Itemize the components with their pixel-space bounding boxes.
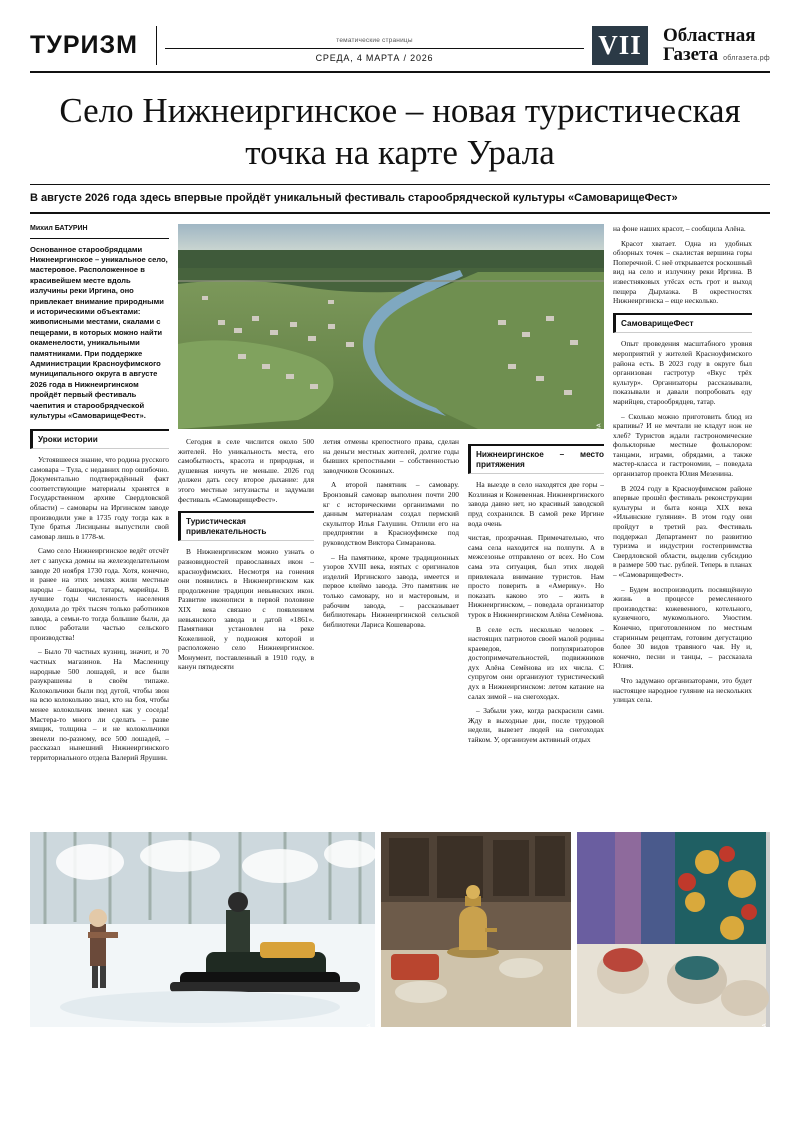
winter-scene-image xyxy=(30,832,375,1027)
page-title: Село Нижнеиргинское – новая туристическая точка на карте Урала xyxy=(59,91,741,172)
subhead-place: Нижнеиргинское – место притяжения xyxy=(468,444,604,474)
article-columns xyxy=(30,224,770,822)
paragraph: Сегодня в селе числится около 500 жителей. Но уникальность места, его самобытность, красота и природная, и душевная ничуть не меньше. 2026 год должен дать сесу второе дыхание: для этого местные энтузиасты и задумали фестиваль «СамоварищеФест». xyxy=(178,437,314,504)
subhead-history: Уроки истории xyxy=(30,429,169,450)
paragraph: А второй памятник – самовару. Бронзовый самовар выполнен почти 200 кг с историческими организмами по данным материалам создал пермский скульптор Илья Галушин. Отлили его на предприятии в Красноуфимске под руководством Виктора Симаранова. xyxy=(323,480,459,547)
photo-credit: АРИНА ВАЛИУЛЛОВА xyxy=(596,423,602,489)
column-1 xyxy=(30,224,169,822)
snowmobile-photo xyxy=(30,832,375,1081)
paragraph: Красот хватает. Одна из удобных обзорных точек – скалистая вершина горы Поперечной. С неё открывается роскошный вид на село и излучину реки Иргина. В известняковых утёсах есть грот и выход пещера Дырлазка. В окрестностях Нижнеиргинска – еще несколько. xyxy=(613,238,752,306)
column-5 xyxy=(613,224,752,822)
paragraph: чистая, прозрачная. Примечательно, что сама села находится на полпути. А в межсезонье отправлено от всех. Но Сом сама эта ситуация, был этих людей привлекала внимание туристов. Нам просто поверить в «Америку». Но показать каково это – жить в Нижнеиргинском, – поведала организатор турок в Нижнеиргинском Алёна Семёнова. xyxy=(468,533,604,619)
masthead-center xyxy=(156,26,592,65)
center-block xyxy=(178,224,604,822)
samovar-table-photo xyxy=(381,832,571,1027)
subhead-fest: СамоварищеФест xyxy=(613,313,752,334)
lead-paragraph: Основанное старообрядцами Нижнеиргинское – уникальное село, мастеровое. Расположенное в красивейшем месте вдоль излучины реки Иргина, оно привлекает внимание природными и историческими объектами: живописными местами, скалами с пещерами, в которых можно найти окаменелости, уникальными памятниками. При поддержке Администрации Красноуфимского муниципального округа в августе 2026 года в Нижнеиргинском пройдёт первый фестиваль чаепития и старообрядческой культуры «СамоварищеФест». xyxy=(30,244,168,421)
paragraph: Само село Нижнеиргинское ведёт отсчёт лет с запуска домны на железоделательном заводе 20 ноября 1730 года. Хотя, конечно, и ранее на этих землях жили местные народы – башкиры, татары, марийцы. В лучшие годы численность населения доходила до трёх тысяч только работников завода, а семьи-то тогда большие были, да плюс работали частью сельского производства! xyxy=(30,546,169,642)
photo-strip xyxy=(30,832,770,1087)
paragraph: летия отмены крепостного права, сделан на деньги местных жителей, долгие годы бывших крепостными – собственностью заводчиков Осокиных. xyxy=(323,437,459,475)
subhead-attraction: Туристическая привлекательность xyxy=(178,511,314,541)
issue-date: СРЕДА, 4 МАРТА / 2026 xyxy=(165,48,584,63)
masthead-kicker: тематические страницы xyxy=(336,37,413,44)
folk-costumes-image xyxy=(577,832,766,1027)
village-aerial-photo xyxy=(178,224,604,429)
paragraph: Устоявшееся знание, что родина русского самовара – Тула, с недавних пор ошибочно. Документально подтверждённый факт соответствующие материалы хранятся в Государственном архиве Свердловской области) – самовары на Иргинском заводе производили уже в 1735 году тогда как в Туле братья Лисицыны выпустили свой самовар лишь в 1778-м. xyxy=(30,455,169,541)
paragraph: Что задумано организаторами, это будет настоящее народное гуляние на нескольких улицах села. xyxy=(613,675,752,705)
column-3 xyxy=(323,437,459,822)
masthead xyxy=(30,26,770,73)
paragraph: В Нижнеиргинском можно узнать о разновидностей православных икон – красноуфимских. Несмотря на гонения они появились в Нижнеиргинском как продолжение традиции невьянских икон. Развитие иконописи в первой половине XIX века связано с появлением невьянского завода и датой «1861». Памятники установлен на реке Кожелиной, у подножия которой и расположено село Нижнеиргинское. Монумент, поставленный в 1910 году, в канун пятидесяти xyxy=(178,547,314,672)
section-title: ТУРИЗМ xyxy=(30,31,138,59)
brand-logo xyxy=(648,26,770,65)
paragraph: В 2024 году в Красноуфимском районе впервые прошёл фестиваль реконструкции культуры и быта конца XIX века «Ильинские гуляния». В этом году они пройдут в третий раз. Фестиваль поддержал Департамент по развитию туризма и индустрии гостеприимства Свердловской области, выделив субсидию в размере 500 тыс. рублей. Теперь в планах – «СамоварищеФест». xyxy=(613,483,752,579)
costumes-photo xyxy=(577,832,770,1087)
paragraph: – Будем воспроизводить посвящённую жизнь в процессе ремесленного производства: кожевенного, котельного, кузнечного, мукомольного. Уностим. Конечно, приготовленном по местным старинным рецептам, готовим дегустацию более 30 видов травяного чая. Ну и, конечно, песни и танцы, – рассказала Юлия. xyxy=(613,584,752,671)
paragraph: В селе есть несколько человек – настоящих патриотов своей малой родины краеведов, популяризаторов достопримечательностей, подвижников дух Алёна Семёнова из их числа. С супругом они организуют туристический дух в Нижнеиргинском: летом катание на салах зимой – на снегоходах. xyxy=(468,624,604,701)
paragraph: – Сколько можно приготовить блюд из крапивы? И не мечтали не кладут нож не хлеб? Туристов ждали гастрономические фольклорные местные фольклором: танцами, играми, обрядами, а также мастер-класса и гастрономии, – поведала организатор проекта Юлия Мезенина. xyxy=(613,411,752,479)
deck: В августе 2026 года здесь впервые пройдёт уникальный фестиваль старообрядческой культуры «СамоварищеФест» xyxy=(30,184,770,214)
brand-line-2: Газета xyxy=(663,44,719,65)
photo-credit: ЛАРИКА КОЗЫВРОВА xyxy=(762,1023,768,1087)
paragraph: – На памятнике, кроме традиционных узоров XVIII века, взятых с оригиналов изделий Иргинского завода, имеется и первое клеймо завода. Это памятник не только самовару, но и мастеровым, и рабочим завода, – рассказывает библиотекарь Нижнеиргинской сельской библиотеки Лариса Кошеварова. xyxy=(323,552,459,629)
brand-site: облгазета.рф xyxy=(723,55,770,62)
photo-credit: АРИНА СМИРНОВА xyxy=(367,1023,373,1081)
paragraph: – Забыли уже, когда раскрасили сами. Жду в выходные дни, после трудовой недели, вывезет людей на снегоходах тайком. У, организуем активный отдых xyxy=(468,706,604,745)
paragraph: Опыт проведения масштабного уровня мероприятий у жителей Красноуфимского района есть. В 2023 году в округе был организован гастротур «Вкус трёх культур». Организаторы рассказывали, показывали и давали попробовать еду марийцев, старообрядцев, татар. xyxy=(613,339,752,406)
column-4 xyxy=(468,437,604,822)
paragraph: – Было 70 частных кузниц, значит, и 70 частных магазинов. На Масленицу народные 500 лошадей, и все были разукрашены в своём типаже. Колокольчики были под дугой, чтобы звон на всю колокольню знал, кто на боя, чтобы менее колокольчик звенел как у соседа! Мастера-то много ли сделать – разве ямщик, толщина – и не колокольчики звенели по-разному, все 500 лошадей, – рассказал нынешний Нижнеиргинского территориального отдела Валерий Ярушин. xyxy=(30,647,169,762)
page-number: VII xyxy=(592,26,648,65)
column-2 xyxy=(178,437,314,822)
samovar-image xyxy=(381,832,571,1027)
paragraph: на фоне наших красот, – сообщила Алёна. xyxy=(613,224,746,233)
brand-line-1: Областная xyxy=(663,25,756,46)
byline: Михил БАТУРИН xyxy=(30,224,169,239)
paragraph: На выезде в село находятся две горы – Козлиная и Кожевенная. Нижнеиргинского завода давно нет, но красивый заводской пруд сохранился. В самой реке Иргине вода очень xyxy=(468,480,604,528)
